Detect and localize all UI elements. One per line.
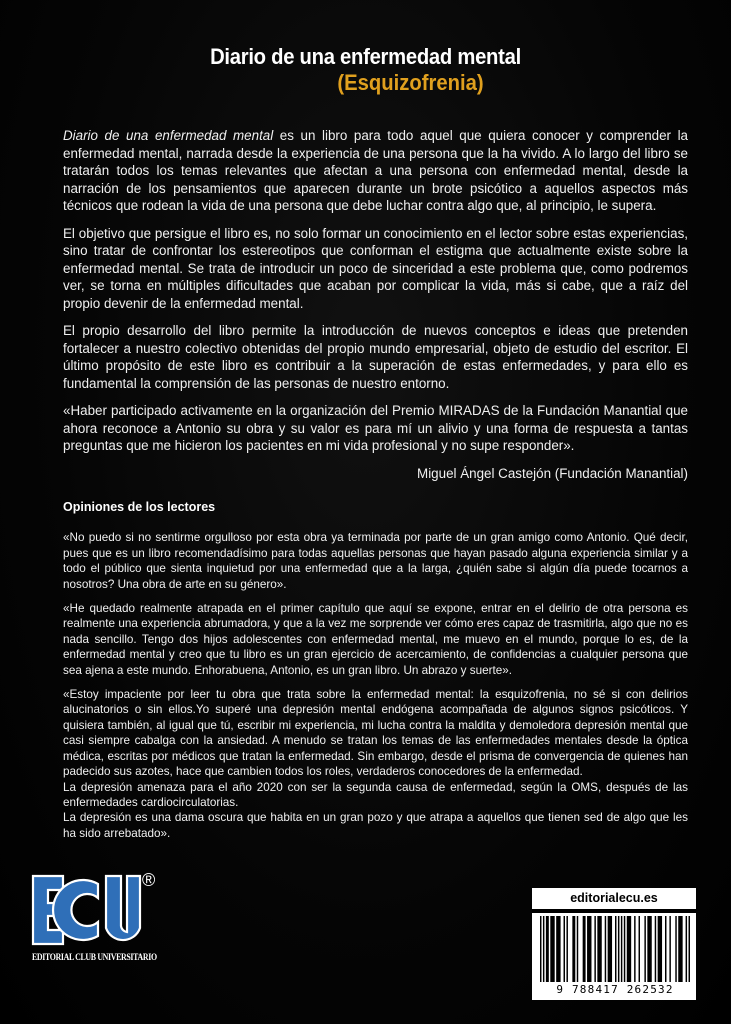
barcode-bar <box>556 916 560 982</box>
synopsis-paragraph-3: El propio desarrollo del libro permite la introducción de nuevos conceptos e ideas que pretenden fortalecer a nuestro colectivo obtenidas del propio mundo empresarial, objeto de estudio del escritor. El último propósito de este libro es contribuir a la superación de estas enfermedades, y para ello es fundamental la comprensión de las personas de nuestro entorno. <box>63 323 688 391</box>
barcode-bar <box>618 916 619 982</box>
barcode-separator <box>532 909 696 913</box>
barcode-bar <box>658 916 662 982</box>
barcode-bar <box>594 916 595 982</box>
synopsis-title-italic: Diario de una enfermedad mental <box>63 128 274 143</box>
publisher-name: EDITORIAL CLUB UNIVERSITARIO <box>32 952 157 963</box>
endorsement-author: Miguel Ángel Castejón (Fundación Manantial) <box>417 465 688 481</box>
synopsis-paragraph-1-text: es un libro para todo aquel que quiera conocer y comprender la enfermedad mental, narrada desde la experiencia de una persona que la ha vivido. A lo largo del libro se tratarán todos los temas relevantes que afectan a una persona con enfermedad mental, desde la narración de los pensamientos que aparecen durante un brote psicótico a aquellos aspectos más técnicos que rodean la vida de una persona que debe luchar contra algo que, al principio, le supera. <box>63 128 688 213</box>
barcode-bar <box>615 916 616 982</box>
barcode-bar <box>540 916 541 982</box>
opinion-1: «No puedo si no sentirme orgulloso por esta obra ya terminada por parte de un gran amigo como Antonio. Qué decir, pues que es un libro recomendadísimo para todas aquellas personas que hayan pasado alguna experiencia similar y a todo el público que sienta inquietud por una enfermedad que a la larga, ¿quién sabe si algún día puede tocarnos a nosotros? Una obra de arte en su género». <box>63 531 688 591</box>
isbn-barcode <box>538 916 692 982</box>
reader-opinions <box>63 500 688 841</box>
barcode-bar <box>644 916 645 982</box>
barcode-bar <box>605 916 606 982</box>
synopsis <box>63 127 688 492</box>
barcode-bar <box>621 916 622 982</box>
barcode-box <box>532 888 696 1000</box>
barcode-bar <box>564 916 565 982</box>
barcode-bar <box>655 916 656 982</box>
book-title: Diario de una enfermedad mental <box>210 44 521 69</box>
isbn-digits: 9 788417 262532 <box>556 983 674 996</box>
barcode-bar <box>583 916 586 982</box>
barcode-bar <box>572 916 575 982</box>
synopsis-paragraph-1 <box>63 127 688 215</box>
publisher-logo <box>30 870 160 970</box>
barcode-bar <box>678 916 682 982</box>
barcode-bar <box>669 916 670 982</box>
opinion-2: «He quedado realmente atrapada en el primer capítulo que aquí se expone, entrar en el delirio de otra persona es realmente una experiencia abrumadora, y que a la vez me sorprende ver cómo eres capaz de trasmitirla, algo que no es nada sencillo. Tengo dos hijos adolescentes con enfermedad mental, me muevo en el mundo, porque lo es, de la enfermedad mental y creo que tu libro es un gran ejercicio de acercamiento, de confidencias a cualquier persona que sea ajena a este mundo. Enhorabuena, Antonio, es un gran libro. Un abrazo y suerte». <box>63 602 688 677</box>
barcode-bar <box>577 916 578 982</box>
barcode-bar <box>639 916 640 982</box>
barcode-bar <box>686 916 687 982</box>
barcode-bar <box>689 916 690 982</box>
barcode-bar <box>608 916 612 982</box>
barcode-bar <box>634 916 635 982</box>
opinion-3-continued: La depresión amenaza para el año 2020 con ser la segunda causa de enfermedad, según la OMS, después de las enfermedades cardiocirculatorias. <box>63 780 688 809</box>
opinions-heading: Opiniones de los lectores <box>63 500 216 514</box>
barcode-bar <box>675 916 676 982</box>
registered-mark: ® <box>142 870 156 890</box>
title-block <box>0 44 731 96</box>
barcode-bar <box>624 916 625 982</box>
barcode-bar <box>597 916 601 982</box>
ecu-logo-icon <box>30 870 142 952</box>
barcode-bar <box>665 916 666 982</box>
barcode-bar <box>647 916 651 982</box>
opinion-3: «Estoy impaciente por leer tu obra que trata sobre la enfermedad mental: la esquizofrenia, no sé si con delirios alucinatorios o sin ellos.Yo superé una depresión mental endógena acompañada de algunos signos psicóticos. Y quisiera también, al igual que tú, escribir mi experiencia, mi lucha contra la maldita y demoledora depresión mental que casi siempre cabalga con la ansiedad. A menudo se tratan los temas de las enfermedades mentales desde la óptica médica, escritas por médicos que tratan la enfermedad. Sin embargo, desde el prisma de convergencia de quienes han padecido sus azotes, hace que cambien todos los roles, verdaderos conocedores de la enfermedad. <box>63 688 688 779</box>
barcode-bar <box>587 916 591 982</box>
endorsement-quote: «Haber participado activamente en la organización del Premio MIRADAS de la Fundación Manantial que ahora reconoce a Antonio su obra y su valor es para mí un alivio y una forma de respuesta a tantas preguntas que me hicieron los pacientes en mi vida profesional y no supe responder». <box>63 403 688 453</box>
barcode-bar <box>566 916 567 982</box>
publisher-website: editorialecu.es <box>570 891 658 905</box>
barcode-bar <box>550 916 554 982</box>
barcode-bar <box>543 916 544 982</box>
opinion-3-end: La depresión es una dama oscura que habita en un gran pozo y que atrapa a aquellos que tienen sed de algo que les ha sido arrebatado». <box>63 811 688 840</box>
barcode-bar <box>546 916 549 982</box>
book-subtitle: (Esquizofrenia) <box>337 70 484 95</box>
barcode-bar <box>627 916 631 982</box>
synopsis-paragraph-2: El objetivo que persigue el libro es, no solo formar un conocimiento en el lector sobre estas experiencias, sino tratar de confrontar los estereotipos que conforman el estigma que actualmente existe sobre la enfermedad mental. Se trata de introducir un poco de sinceridad a este problema que, como podremos ver, se torna en múltiples dificultades que acaban por complicar la vida, más si cabe, que a raíz del propio devenir de la enfermedad mental. <box>63 225 688 311</box>
